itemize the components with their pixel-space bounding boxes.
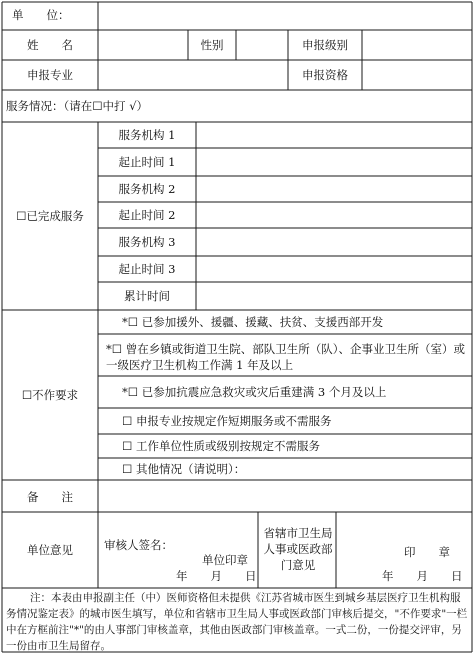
name-label: 姓 名 (27, 38, 73, 52)
other-item-checkbox[interactable]: ☐ 其他情况（请说明）： (122, 462, 246, 476)
completed-service-checkbox[interactable]: ☐已完成服务 (16, 209, 84, 223)
unit-label: 单 位： (12, 8, 70, 22)
service-situation-label: 服务情况：（请在☐中打 √） (6, 99, 149, 113)
apply-qualification-label: 申报资格 (302, 68, 348, 82)
period-2-label: 起止时间 2 (118, 208, 176, 222)
seal-label: 印 章 (404, 545, 450, 559)
short-term-item-checkbox[interactable]: ☐ 申报专业按规定作短期服务或不需服务 (122, 414, 332, 428)
unit-seal-label: 单位印章 (202, 553, 248, 567)
unit-nature-item-checkbox[interactable]: ☐ 工作单位性质或级别按规定不需服务 (122, 439, 320, 453)
unit-date-label: 年 月 日 (176, 569, 257, 583)
earthquake-item-checkbox[interactable]: *☐ 已参加抗震应急救灾或灾后重建满 3 个月及以上 (122, 385, 387, 399)
apply-level-label: 申报级别 (302, 38, 348, 52)
total-time-label: 累计时间 (124, 289, 170, 303)
service-org-2-label: 服务机构 2 (118, 182, 176, 196)
service-org-3-label: 服务机构 3 (118, 235, 176, 249)
aid-item-checkbox[interactable]: *☐ 已参加援外、援疆、援藏、扶贫、支援西部开发 (122, 315, 384, 329)
reviewer-signature-label: 审核人签名： (104, 538, 173, 552)
footnote: 注：本表由申报副主任（中）医师资格但未提供《江苏省城市医生到城乡基层医疗卫生机构服务情况鉴定表》的城市医生填写，单位和省辖市卫生局人事或医政部门审核后提交，"不作要求"一栏中在方框前注"*"的由人事部门审核盖章，其他由医政部门审核盖章。一式二份，一份提交评审，另一份由市卫生局留存。 (6, 592, 468, 652)
period-1-label: 起止时间 1 (118, 155, 176, 169)
gender-label: 性别 (200, 38, 224, 52)
unit-opinion-label: 单位意见 (27, 543, 73, 557)
service-org-1-label: 服务机构 1 (118, 128, 176, 142)
bureau-opinion-label: 省辖市卫生局人事或医政部门意见 (263, 526, 333, 572)
remarks-label: 备 注 (27, 490, 73, 504)
not-required-checkbox[interactable]: ☐不作要求 (21, 388, 79, 402)
apply-major-label: 申报专业 (27, 68, 73, 82)
grassroots-item-checkbox[interactable]: *☐ 曾在乡镇或街道卫生院、部队卫生所（队）、企事业卫生所（室）或一级医疗卫生机构工作满 1 年及以上 (106, 342, 465, 372)
bureau-date-label: 年 月 日 (382, 569, 463, 583)
period-3-label: 起止时间 3 (118, 262, 176, 276)
